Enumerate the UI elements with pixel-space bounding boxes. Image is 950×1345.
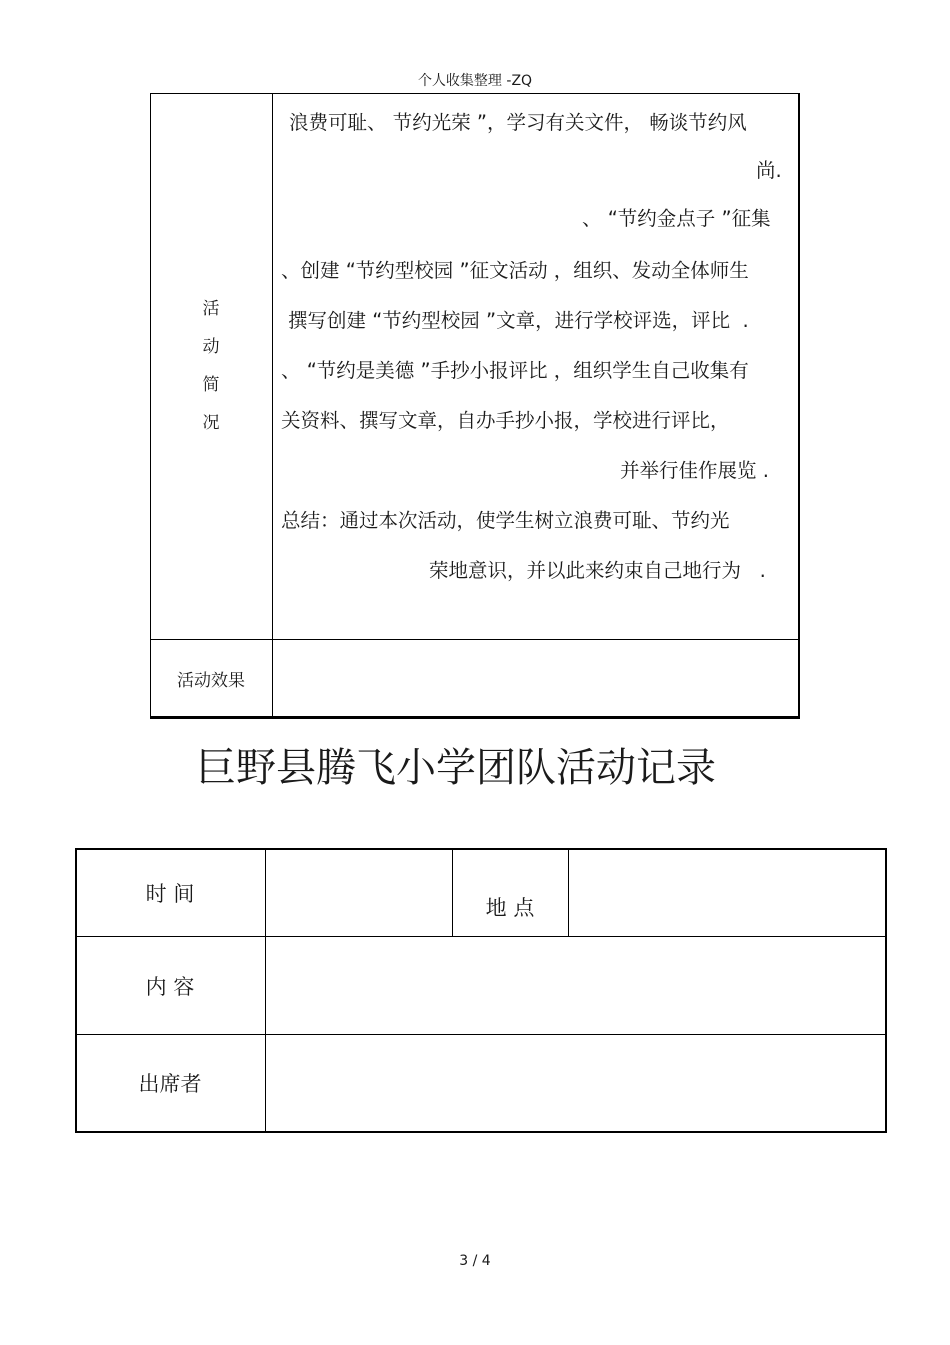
time-label: 时 间: [145, 882, 195, 906]
label-char: 简: [202, 375, 220, 395]
content-label: 内 容: [145, 974, 195, 999]
content-value-cell[interactable]: [266, 937, 885, 1034]
activity-summary-label: [150, 93, 272, 639]
summary-line: 荣地意识，并以此来约束自己地行为 .: [429, 559, 766, 582]
activity-summary-table: [150, 93, 800, 719]
summary-line: 浪费可耻、 节约光荣 ”，学习有关文件， 畅谈节约风: [289, 111, 747, 134]
activity-effect-label: 活动效果: [177, 670, 245, 691]
summary-line: 尚.: [756, 159, 782, 182]
label-char: 活: [202, 299, 220, 319]
attendees-value-cell[interactable]: [266, 1035, 885, 1131]
page-number: 3 / 4: [459, 1253, 491, 1269]
summary-line: 并举行佳作展览 .: [620, 459, 769, 482]
place-value-cell[interactable]: [569, 848, 885, 936]
summary-line: 、创建 “节约型校园 ”征文活动 ，组织、发动全体师生: [281, 259, 749, 282]
label-char: 况: [202, 413, 220, 433]
summary-line: 关资料、撰写文章，自办手抄小报，学校进行评比，: [281, 409, 730, 432]
summary-line: 、 “节约金点子 ”征集: [582, 207, 771, 230]
summary-line: 、 “节约是美德 ”手抄小报评比 ，组织学生自己收集有: [281, 359, 749, 382]
label-char: 动: [202, 337, 220, 357]
place-label: 地 点: [485, 896, 535, 920]
summary-line: 总结：通过本次活动，使学生树立浪费可耻、节约光: [281, 509, 730, 532]
activity-record-table: [75, 848, 887, 1133]
page-title: 巨野县腾飞小学团队活动记录: [196, 745, 716, 791]
time-value-cell[interactable]: [266, 848, 452, 936]
page-header: 个人收集整理 -ZQ: [417, 73, 533, 89]
attendees-label: 出席者: [138, 1072, 202, 1096]
activity-summary-content: [272, 93, 800, 639]
summary-line: 撰写创建 “节约型校园 ”文章，进行学校评选，评比 .: [288, 309, 749, 332]
